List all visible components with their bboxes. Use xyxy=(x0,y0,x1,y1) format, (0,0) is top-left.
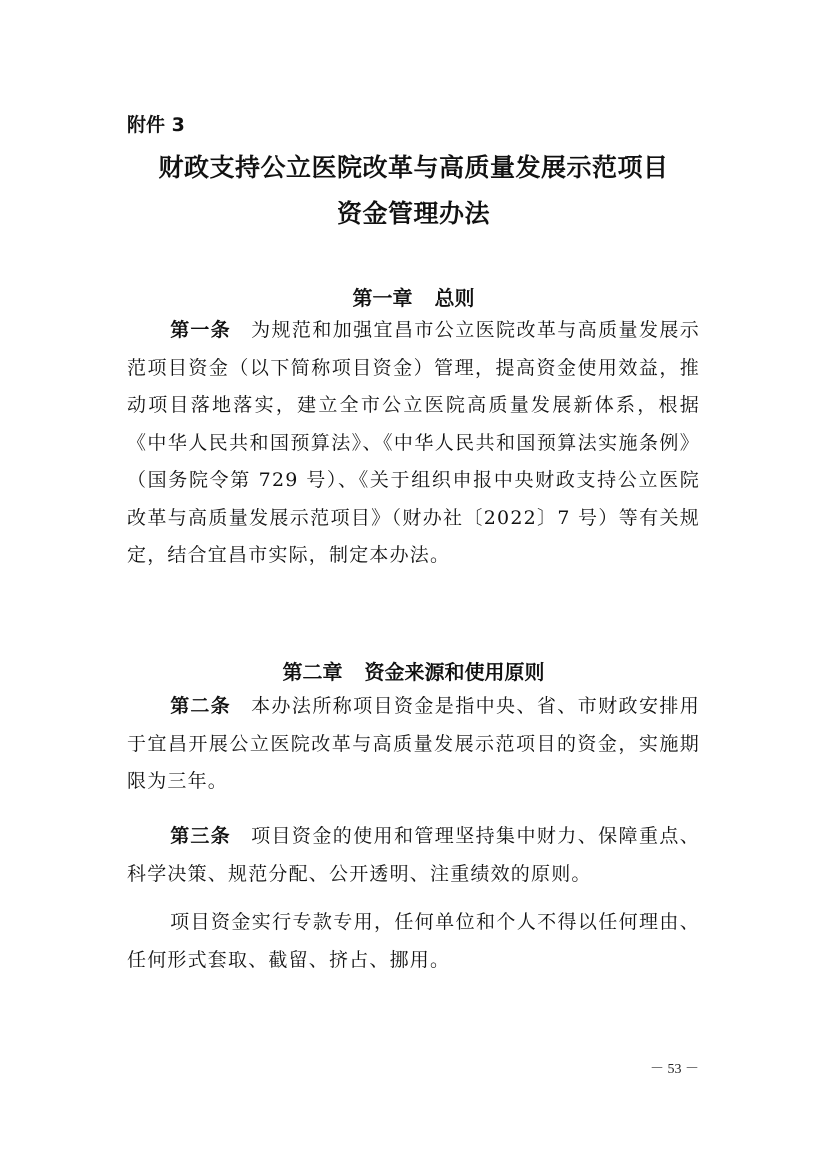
document-title-line1: 财政支持公立医院改革与高质量发展示范项目 xyxy=(158,153,669,182)
attachment-label: 附件 3 xyxy=(127,114,185,136)
article-1-label: 第一条 xyxy=(170,319,231,341)
chapter-2-name: 资金来源和使用原则 xyxy=(364,660,545,684)
chapter-1-heading xyxy=(0,282,827,311)
article-3 xyxy=(127,818,700,893)
article-3-label: 第三条 xyxy=(170,825,231,847)
paragraph-4 xyxy=(127,904,700,979)
document-title-line2: 资金管理办法 xyxy=(336,199,490,228)
article-1-text: 为规范和加强宜昌市公立医院改革与高质量发展示范项目资金（以下简称项目资金）管理，提高资金使用效益，推动项目落地落实，建立全市公立医院高质量发展新体系，根据《中华人民共和国预算法》、《中华人民共和国预算法实施条例》（国务院令第 729 号）、《关于组织申报中央财政支持公立医院改革与高质量发展示范项目》（财办社〔2022〕7 号）等有关规定，结合宜昌市实际，制定本办法。 xyxy=(127,319,700,566)
article-2 xyxy=(127,688,700,801)
chapter-1-number: 第一章 xyxy=(352,286,413,310)
chapter-2-number: 第二章 xyxy=(282,660,343,684)
article-3-text: 项目资金的使用和管理坚持集中财力、保障重点、科学决策、规范分配、公开透明、注重绩效的原则。 xyxy=(127,825,700,885)
article-1 xyxy=(127,312,700,575)
paragraph-4-text: 项目资金实行专款专用，任何单位和个人不得以任何理由、任何形式套取、截留、挤占、挪用。 xyxy=(127,911,700,971)
chapter-1-name: 总则 xyxy=(434,286,475,310)
chapter-2-heading xyxy=(0,656,827,685)
article-2-label: 第二条 xyxy=(170,695,231,717)
page-number: － 53 － xyxy=(650,1062,699,1077)
article-2-text: 本办法所称项目资金是指中央、省、市财政安排用于宜昌开展公立医院改革与高质量发展示范项目的资金，实施期限为三年。 xyxy=(127,695,700,792)
